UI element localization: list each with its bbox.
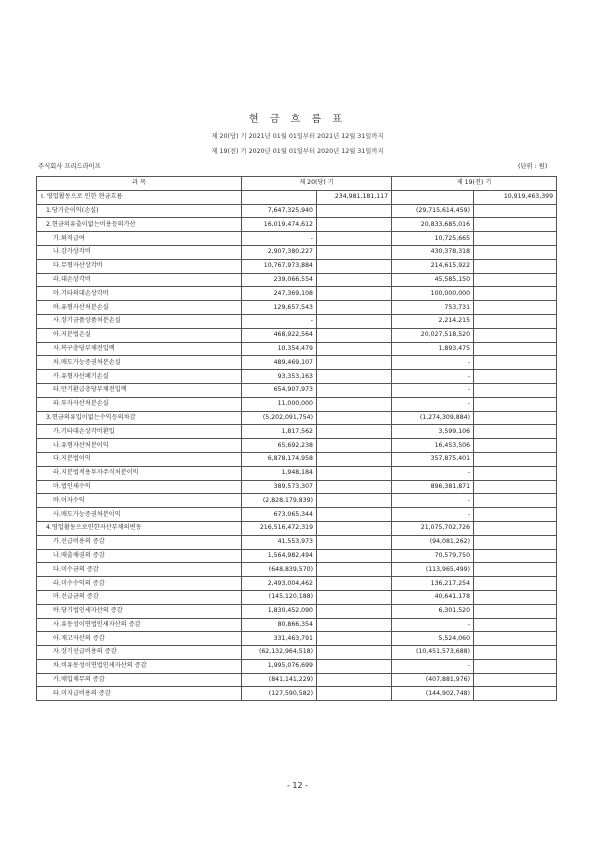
current-total-amount bbox=[317, 480, 392, 494]
current-total-amount bbox=[317, 383, 392, 397]
prior-detail-amount: (1,274,309,884) bbox=[392, 411, 474, 425]
current-detail-amount: 10,354,479 bbox=[242, 342, 317, 356]
current-detail-amount: 489,469,107 bbox=[242, 356, 317, 370]
header-prior-period: 제 19(전) 기 bbox=[392, 177, 557, 191]
row-label: 다.미수금의 증감 bbox=[37, 563, 242, 577]
prior-total-amount bbox=[474, 245, 557, 259]
row-label: 나.감가상각비 bbox=[37, 245, 242, 259]
row-label: 사.장기금품상품처분손실 bbox=[37, 314, 242, 328]
row-label: 자.복구충당부채전입액 bbox=[37, 342, 242, 356]
current-detail-amount: 41,553,973 bbox=[242, 535, 317, 549]
prior-total-amount bbox=[474, 301, 557, 315]
table-row bbox=[37, 494, 557, 508]
table-row bbox=[37, 301, 557, 315]
prior-detail-amount: 16,453,506 bbox=[392, 439, 474, 453]
table-row bbox=[37, 287, 557, 301]
current-detail-amount: 1,830,452,090 bbox=[242, 604, 317, 618]
current-total-amount bbox=[317, 673, 392, 687]
table-row bbox=[37, 356, 557, 370]
current-total-amount bbox=[317, 494, 392, 508]
prior-total-amount bbox=[474, 577, 557, 591]
table-row bbox=[37, 259, 557, 273]
prior-detail-amount: 45,585,150 bbox=[392, 273, 474, 287]
prior-detail-amount: - bbox=[392, 494, 474, 508]
prior-total-amount bbox=[474, 328, 557, 342]
current-detail-amount: (145,120,188) bbox=[242, 590, 317, 604]
current-detail-amount: 11,000,000 bbox=[242, 397, 317, 411]
prior-total-amount bbox=[474, 673, 557, 687]
current-total-amount bbox=[317, 632, 392, 646]
current-detail-amount: 93,353,163 bbox=[242, 370, 317, 384]
current-detail-amount: 654,907,973 bbox=[242, 383, 317, 397]
current-detail-amount: 239,066,554 bbox=[242, 273, 317, 287]
prior-detail-amount: - bbox=[392, 508, 474, 522]
row-label: 마.선급금의 증감 bbox=[37, 590, 242, 604]
row-label: 마.법인세수익 bbox=[37, 480, 242, 494]
current-total-amount bbox=[317, 590, 392, 604]
current-detail-amount: 389,573,307 bbox=[242, 480, 317, 494]
current-detail-amount: 1,564,982,494 bbox=[242, 549, 317, 563]
current-period-line: 제 20(당) 기 2021년 01월 01일부터 2021년 12월 31일까지 bbox=[211, 133, 384, 140]
prior-detail-amount: 20,027,518,520 bbox=[392, 328, 474, 342]
company-name: 주식회사 프리드라이프 bbox=[38, 163, 101, 170]
current-detail-amount: 6,878,174,958 bbox=[242, 452, 317, 466]
table-row bbox=[37, 397, 557, 411]
current-total-amount bbox=[317, 452, 392, 466]
table-row bbox=[37, 411, 557, 425]
current-total-amount bbox=[317, 425, 392, 439]
prior-detail-amount: (94,081,262) bbox=[392, 535, 474, 549]
table-row bbox=[37, 618, 557, 632]
table-row bbox=[37, 342, 557, 356]
table-row bbox=[37, 646, 557, 660]
row-label: 마.기타의대손상각비 bbox=[37, 287, 242, 301]
prior-total-amount bbox=[474, 287, 557, 301]
current-detail-amount: 468,922,564 bbox=[242, 328, 317, 342]
unit-label: (단위 : 원) bbox=[518, 163, 548, 170]
prior-detail-amount: - bbox=[392, 383, 474, 397]
current-detail-amount: 331,463,791 bbox=[242, 632, 317, 646]
prior-total-amount bbox=[474, 535, 557, 549]
current-detail-amount: 7,647,325,940 bbox=[242, 204, 317, 218]
table-row bbox=[37, 521, 557, 535]
prior-total-amount bbox=[474, 604, 557, 618]
prior-detail-amount: (407,881,976) bbox=[392, 673, 474, 687]
table-row bbox=[37, 204, 557, 218]
row-label: 바.유형자산처분손실 bbox=[37, 301, 242, 315]
prior-total-amount bbox=[474, 218, 557, 232]
prior-detail-amount: 20,833,685,016 bbox=[392, 218, 474, 232]
prior-detail-amount: - bbox=[392, 466, 474, 480]
table-row bbox=[37, 563, 557, 577]
table-row bbox=[37, 604, 557, 618]
prior-total-amount bbox=[474, 480, 557, 494]
prior-detail-amount: (29,715,614,459) bbox=[392, 204, 474, 218]
table-row bbox=[37, 632, 557, 646]
current-total-amount bbox=[317, 687, 392, 701]
prior-total-amount bbox=[474, 204, 557, 218]
prior-detail-amount: 100,000,000 bbox=[392, 287, 474, 301]
table-row bbox=[37, 590, 557, 604]
current-total-amount bbox=[317, 287, 392, 301]
table-row bbox=[37, 218, 557, 232]
prior-detail-amount: 357,875,401 bbox=[392, 452, 474, 466]
prior-detail-amount bbox=[392, 190, 474, 204]
row-label: 바.이자수익 bbox=[37, 494, 242, 508]
table-row bbox=[37, 314, 557, 328]
row-label: 차.매도가능증권처분손실 bbox=[37, 356, 242, 370]
prior-detail-amount: 136,217,254 bbox=[392, 577, 474, 591]
row-label: 다.무형자산상각비 bbox=[37, 259, 242, 273]
current-total-amount bbox=[317, 273, 392, 287]
cash-flow-table bbox=[36, 176, 557, 701]
current-total-amount bbox=[317, 659, 392, 673]
table-row bbox=[37, 452, 557, 466]
table-row bbox=[37, 508, 557, 522]
prior-detail-amount: 896,381,871 bbox=[392, 480, 474, 494]
table-body bbox=[37, 190, 557, 700]
table-row bbox=[37, 328, 557, 342]
header-item: 과 목 bbox=[37, 177, 242, 191]
prior-detail-amount: (10,451,573,688) bbox=[392, 646, 474, 660]
row-label: 사.유동성이연법인세자산의 증감 bbox=[37, 618, 242, 632]
prior-total-amount bbox=[474, 259, 557, 273]
prior-total-amount bbox=[474, 356, 557, 370]
current-total-amount bbox=[317, 301, 392, 315]
row-label: 아.재고자산의 증감 bbox=[37, 632, 242, 646]
prior-total-amount bbox=[474, 439, 557, 453]
prior-total-amount bbox=[474, 425, 557, 439]
current-detail-amount: 1,995,076,699 bbox=[242, 659, 317, 673]
prior-total-amount bbox=[474, 342, 557, 356]
current-detail-amount: 247,369,108 bbox=[242, 287, 317, 301]
table-row bbox=[37, 577, 557, 591]
table-row bbox=[37, 535, 557, 549]
current-detail-amount: (5,202,091,754) bbox=[242, 411, 317, 425]
row-label: 나.매출채권의 증감 bbox=[37, 549, 242, 563]
prior-detail-amount: (144,902,748) bbox=[392, 687, 474, 701]
row-label: 4.영업활동으로인한자산부채의변동 bbox=[37, 521, 242, 535]
prior-detail-amount: - bbox=[392, 370, 474, 384]
table-row bbox=[37, 190, 557, 204]
current-total-amount bbox=[317, 411, 392, 425]
prior-detail-amount: 1,893,475 bbox=[392, 342, 474, 356]
current-total-amount bbox=[317, 232, 392, 246]
prior-detail-amount: 6,301,520 bbox=[392, 604, 474, 618]
table-row bbox=[37, 273, 557, 287]
prior-total-amount bbox=[474, 646, 557, 660]
prior-detail-amount: 70,579,750 bbox=[392, 549, 474, 563]
prior-detail-amount: - bbox=[392, 356, 474, 370]
row-label: 1.당기순이익(손실) bbox=[37, 204, 242, 218]
current-total-amount bbox=[317, 618, 392, 632]
current-total-amount bbox=[317, 370, 392, 384]
row-label: 자.장기선급비용의 증감 bbox=[37, 646, 242, 660]
current-detail-amount: 1,948,184 bbox=[242, 466, 317, 480]
current-detail-amount: - bbox=[242, 314, 317, 328]
row-label: 바.당기법인세자산의 증감 bbox=[37, 604, 242, 618]
current-detail-amount bbox=[242, 190, 317, 204]
prior-detail-amount: 5,524,060 bbox=[392, 632, 474, 646]
table-row bbox=[37, 245, 557, 259]
current-total-amount: 234,981,181,117 bbox=[317, 190, 392, 204]
current-detail-amount: 129,657,543 bbox=[242, 301, 317, 315]
current-detail-amount: 10,767,973,884 bbox=[242, 259, 317, 273]
row-label: 라.미수수익의 증감 bbox=[37, 577, 242, 591]
table-row bbox=[37, 673, 557, 687]
prior-total-amount bbox=[474, 632, 557, 646]
prior-period-line: 제 19(전) 기 2020년 01월 01일부터 2020년 12월 31일까지 bbox=[211, 148, 384, 155]
prior-detail-amount: - bbox=[392, 659, 474, 673]
current-total-amount bbox=[317, 604, 392, 618]
header-current-period: 제 20(당) 기 bbox=[242, 177, 392, 191]
prior-detail-amount: (113,965,499) bbox=[392, 563, 474, 577]
table-row bbox=[37, 370, 557, 384]
row-label: 아.지분법손실 bbox=[37, 328, 242, 342]
current-detail-amount: 16,019,474,612 bbox=[242, 218, 317, 232]
row-label: 라.대손상각비 bbox=[37, 273, 242, 287]
row-label: 3.현금의유입이없는수익등의차감 bbox=[37, 411, 242, 425]
row-label: 2.현금의유출이없는비용등의가산 bbox=[37, 218, 242, 232]
current-total-amount bbox=[317, 259, 392, 273]
table-row bbox=[37, 439, 557, 453]
table-row bbox=[37, 425, 557, 439]
current-total-amount bbox=[317, 356, 392, 370]
row-label: 다.지분법이익 bbox=[37, 452, 242, 466]
current-total-amount bbox=[317, 218, 392, 232]
prior-detail-amount: 40,641,178 bbox=[392, 590, 474, 604]
prior-total-amount bbox=[474, 314, 557, 328]
current-detail-amount: (841,141,229) bbox=[242, 673, 317, 687]
current-detail-amount: 2,907,380,227 bbox=[242, 245, 317, 259]
statement-title: 현 금 흐 름 표 bbox=[248, 114, 346, 125]
row-label: 나.유형자산처분이익 bbox=[37, 439, 242, 453]
prior-total-amount bbox=[474, 411, 557, 425]
current-detail-amount: 2,493,004,462 bbox=[242, 577, 317, 591]
current-total-amount bbox=[317, 549, 392, 563]
prior-total-amount bbox=[474, 563, 557, 577]
prior-total-amount: 10,919,463,399 bbox=[474, 190, 557, 204]
prior-total-amount bbox=[474, 508, 557, 522]
current-detail-amount: (127,590,582) bbox=[242, 687, 317, 701]
prior-total-amount bbox=[474, 521, 557, 535]
current-detail-amount: (62,132,964,518) bbox=[242, 646, 317, 660]
prior-detail-amount: 10,725,665 bbox=[392, 232, 474, 246]
row-label: 카.매입채무의 증감 bbox=[37, 673, 242, 687]
prior-detail-amount: - bbox=[392, 618, 474, 632]
prior-total-amount bbox=[474, 370, 557, 384]
current-detail-amount: 673,065,344 bbox=[242, 508, 317, 522]
current-total-amount bbox=[317, 535, 392, 549]
prior-total-amount bbox=[474, 549, 557, 563]
table-row bbox=[37, 466, 557, 480]
current-detail-amount: (648,839,570) bbox=[242, 563, 317, 577]
row-label: 차.비유동성이연법인세자산의 증감 bbox=[37, 659, 242, 673]
prior-detail-amount: 214,615,922 bbox=[392, 259, 474, 273]
table-row bbox=[37, 687, 557, 701]
row-label: 사.매도가능증권처분이익 bbox=[37, 508, 242, 522]
prior-detail-amount: 2,214,215 bbox=[392, 314, 474, 328]
prior-total-amount bbox=[474, 452, 557, 466]
current-total-amount bbox=[317, 646, 392, 660]
prior-total-amount bbox=[474, 232, 557, 246]
prior-total-amount bbox=[474, 659, 557, 673]
current-detail-amount: 1,817,562 bbox=[242, 425, 317, 439]
current-total-amount bbox=[317, 397, 392, 411]
table-row bbox=[37, 480, 557, 494]
table-row bbox=[37, 659, 557, 673]
row-label: 가.기타대손상각비환입 bbox=[37, 425, 242, 439]
prior-total-amount bbox=[474, 397, 557, 411]
current-total-amount bbox=[317, 508, 392, 522]
prior-total-amount bbox=[474, 273, 557, 287]
row-label: 가.선급비용의 증감 bbox=[37, 535, 242, 549]
prior-total-amount bbox=[474, 383, 557, 397]
table-row bbox=[37, 383, 557, 397]
table-row bbox=[37, 232, 557, 246]
prior-detail-amount: 430,378,318 bbox=[392, 245, 474, 259]
current-total-amount bbox=[317, 439, 392, 453]
current-detail-amount: 80,866,354 bbox=[242, 618, 317, 632]
row-label: 카.유형자산폐기손실 bbox=[37, 370, 242, 384]
row-label: I. 영업활동으로 인한 현금흐름 bbox=[37, 190, 242, 204]
prior-total-amount bbox=[474, 687, 557, 701]
current-total-amount bbox=[317, 314, 392, 328]
current-total-amount bbox=[317, 204, 392, 218]
row-label: 타.만기환급충당부채전입액 bbox=[37, 383, 242, 397]
current-total-amount bbox=[317, 245, 392, 259]
current-total-amount bbox=[317, 577, 392, 591]
prior-detail-amount: 21,075,702,726 bbox=[392, 521, 474, 535]
current-total-amount bbox=[317, 466, 392, 480]
current-detail-amount: - bbox=[242, 232, 317, 246]
current-total-amount bbox=[317, 521, 392, 535]
row-label: 타.미지급비용의 증감 bbox=[37, 687, 242, 701]
page-number: - 12 - bbox=[286, 781, 309, 790]
prior-total-amount bbox=[474, 466, 557, 480]
prior-total-amount bbox=[474, 590, 557, 604]
prior-detail-amount: 3,599,106 bbox=[392, 425, 474, 439]
current-detail-amount: (2,828,179,839) bbox=[242, 494, 317, 508]
current-total-amount bbox=[317, 328, 392, 342]
current-detail-amount: 216,516,472,319 bbox=[242, 521, 317, 535]
table-header-row bbox=[37, 177, 557, 191]
row-label: 파.투자자산처분손실 bbox=[37, 397, 242, 411]
current-total-amount bbox=[317, 342, 392, 356]
row-label: 라.지분법적용투자주식처분이익 bbox=[37, 466, 242, 480]
table-row bbox=[37, 549, 557, 563]
prior-total-amount bbox=[474, 618, 557, 632]
prior-detail-amount: 753,731 bbox=[392, 301, 474, 315]
current-total-amount bbox=[317, 563, 392, 577]
current-detail-amount: 65,692,238 bbox=[242, 439, 317, 453]
row-label: 가.퇴직급여 bbox=[37, 232, 242, 246]
prior-detail-amount: - bbox=[392, 397, 474, 411]
prior-total-amount bbox=[474, 494, 557, 508]
